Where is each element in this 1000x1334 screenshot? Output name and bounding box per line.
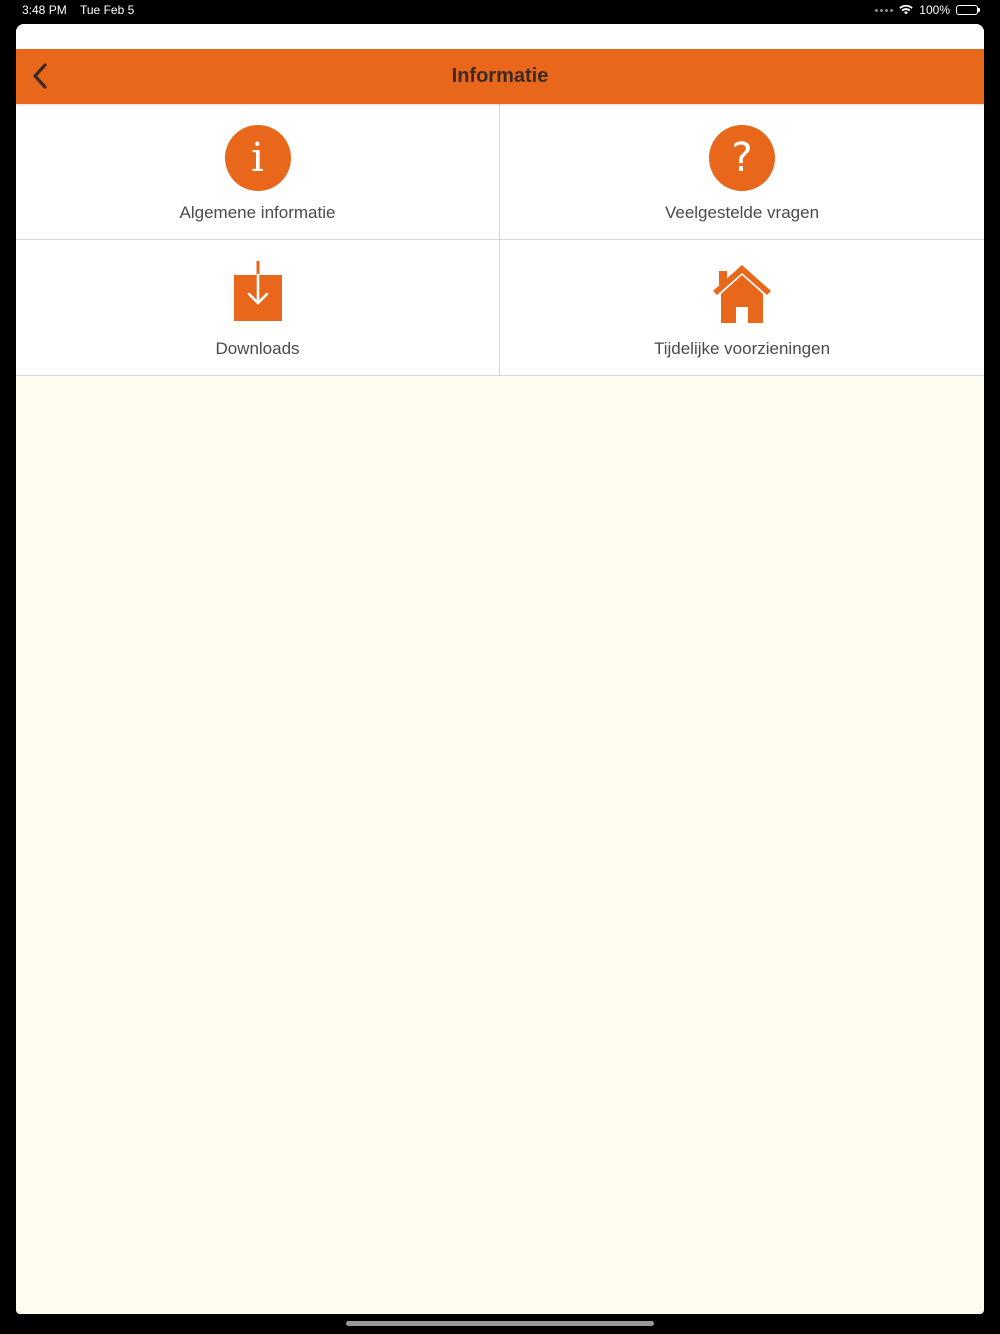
tile-icon-wrapper xyxy=(709,261,775,327)
tile-general-info[interactable] xyxy=(16,104,500,240)
tile-label: Algemene informatie xyxy=(179,203,336,222)
info-menu-grid xyxy=(16,104,984,376)
status-indicators xyxy=(875,3,978,17)
app-window xyxy=(16,24,984,1314)
tile-label: Tijdelijke voorzieningen xyxy=(653,339,831,358)
download-icon xyxy=(230,261,286,327)
tile-faq[interactable] xyxy=(500,104,984,240)
sheet-top-spacer xyxy=(16,24,984,49)
info-icon: i xyxy=(225,125,291,191)
wifi-icon xyxy=(899,5,913,15)
question-icon: ? xyxy=(709,125,775,191)
navigation-bar xyxy=(16,49,984,104)
tile-icon-wrapper xyxy=(225,261,291,327)
battery-icon xyxy=(956,5,978,15)
tile-label: Veelgestelde vragen xyxy=(664,203,820,222)
battery-percent: 100% xyxy=(919,3,950,17)
chevron-left-icon xyxy=(31,62,49,90)
home-indicator[interactable] xyxy=(346,1321,654,1326)
page-title: Informatie xyxy=(451,65,549,87)
tile-icon-wrapper xyxy=(225,125,291,191)
status-bar xyxy=(0,0,1000,22)
tile-temporary-facilities[interactable] xyxy=(500,240,984,376)
status-date: Tue Feb 5 xyxy=(80,3,135,17)
signal-icon xyxy=(875,9,893,12)
home-icon xyxy=(711,261,773,327)
tile-downloads[interactable] xyxy=(16,240,500,376)
tile-label: Downloads xyxy=(215,339,300,358)
back-button[interactable] xyxy=(22,58,58,94)
tile-icon-wrapper xyxy=(709,125,775,191)
status-time: 3:48 PM xyxy=(22,3,67,17)
